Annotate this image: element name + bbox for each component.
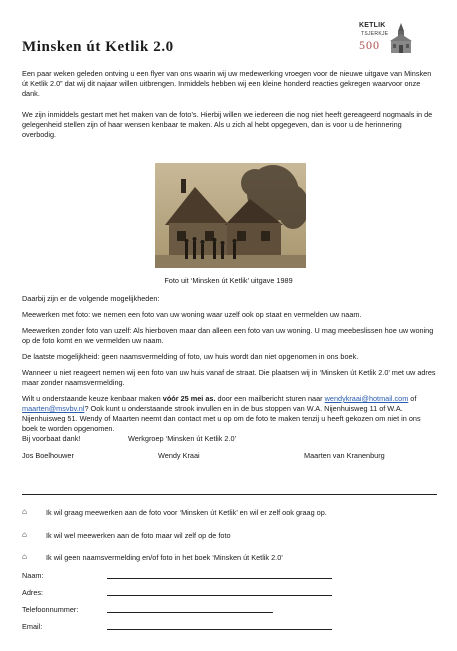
cut-line [22, 494, 437, 495]
field-email-line[interactable] [107, 629, 332, 630]
logo-year: 500 [359, 38, 380, 52]
deadline-date: vóór 25 mei as. [162, 394, 216, 403]
signatory-1: Jos Boelhouwer [22, 451, 74, 460]
ketlik-500-logo [357, 22, 419, 56]
deadline-paragraph [22, 394, 437, 434]
options-intro: Daarbij zijn er de volgende mogelijkheden: [22, 294, 160, 303]
email-link-maarten[interactable]: maarten@msvbv.nl [22, 404, 85, 413]
checkbox-icon[interactable]: ⌂ [22, 552, 27, 561]
photo-caption: Foto uit ‘Minsken út Ketlik’ uitgave 1989 [164, 276, 293, 285]
intro-paragraph: Een paar weken geleden ontving u een flyer van ons waarin wij uw medewerking vroegen voor de nieuwe uitgave van Minsken út Ketlik 2.0” dat wij dit najaar willen uitbrengen. Inmiddels hebben wij een kleine honderd reacties gekregen waarvoor onze dank. [22, 69, 432, 98]
field-phone-label: Telefoonnummer: [22, 605, 79, 614]
logo-name: KETLIK [359, 22, 386, 29]
option-last: De laatste mogelijkheid: geen naamsvermelding of foto, uw huis wordt dan niet opgenomen in ons boek. [22, 352, 359, 361]
option-with-photo: Meewerken met foto: we nemen een foto van uw woning waar uzelf ook op staat en vermelden uw naam. [22, 310, 362, 319]
started-paragraph: We zijn inmiddels gestart met het maken van de foto’s. Hierbij willen we iedereen die nog niet heeft gereageerd nogmaals in de gelegenheid stellen zijn of haar wensen kenbaar te maken. Als u zich al hebt opgegeven, dan is voor u de herinnering overbodig. [22, 110, 433, 139]
field-email-label: Email: [22, 622, 43, 631]
deadline-or: of [408, 394, 417, 403]
signatory-2: Wendy Kraai [158, 451, 200, 460]
page-title: Minsken út Ketlik 2.0 [22, 39, 174, 55]
closing-thanks: Bij voorbaat dank! [22, 434, 81, 443]
deadline-text-c: ? Ook kunt u onderstaande strook invullen en in de bus stoppen van W.A. Nijenhuisweg 11 of W.A. Nijenhuisweg 51. Wendy of Maarten neemt dan contact met u op om de foto te maken tenzij u heeft gekozen om niet in ons boek te worden opgenomen. [22, 404, 421, 433]
checkbox-icon[interactable]: ⌂ [22, 507, 27, 516]
field-name-label: Naam: [22, 571, 44, 580]
field-name-line[interactable] [107, 578, 332, 579]
deadline-text-b: door een mailbericht sturen naar [215, 394, 323, 403]
checkbox-icon[interactable]: ⌂ [22, 530, 27, 539]
field-phone-line[interactable] [107, 612, 273, 613]
choice-1-label: Ik wil graag meewerken aan de foto voor ‘Minsken út Ketlik’ en wil er zelf ook graag op. [46, 508, 327, 517]
field-address-label: Adres: [22, 588, 44, 597]
email-link-wendy[interactable]: wendykraai@hotmail.com [324, 394, 409, 403]
choice-3-label: Ik wil geen naamsvermelding en/of foto in het boek ‘Minsken út Ketlik 2.0’ [46, 553, 283, 562]
deadline-text-a: Wilt u onderstaande keuze kenbaar maken [22, 394, 163, 403]
no-response-paragraph: Wanneer u niet reageert nemen wij een foto van uw huis vanaf de straat. Die plaatsen wij in ‘Minsken út Ketlik 2.0’ met uw adres maar zonder naamsvermelding. [22, 368, 436, 387]
church-icon [387, 22, 415, 54]
option-without-photo: Meewerken zonder foto van uzelf: Als hierboven maar dan alleen een foto van uw woning. U mag meebeslissen hoe uw woning op de foto komt en we vermelden uw naam. [22, 326, 434, 345]
historic-house-photo [155, 163, 306, 268]
logo-sub: TSJERKJE [361, 31, 389, 37]
field-address-line[interactable] [107, 595, 332, 596]
working-group: Werkgroep ‘Minsken út Ketlik 2.0’ [128, 434, 237, 443]
choice-2-label: Ik wil wel meewerken aan de foto maar wil zelf op de foto [46, 531, 231, 540]
signatory-3: Maarten van Kranenburg [304, 451, 385, 460]
